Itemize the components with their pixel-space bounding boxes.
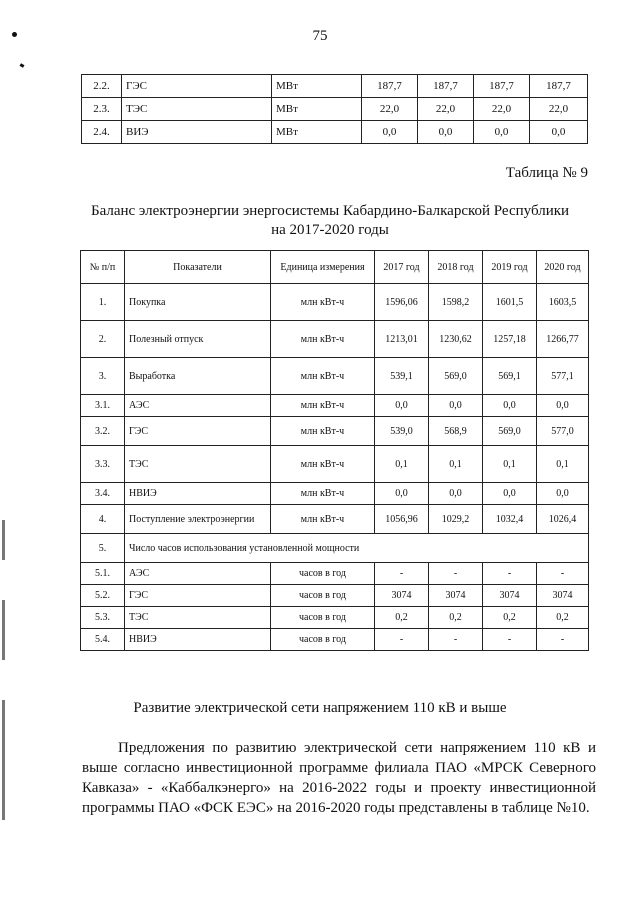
value-cell: 0,0 bbox=[362, 121, 418, 144]
margin-scan-line bbox=[2, 520, 5, 560]
row-number: 2.4. bbox=[82, 121, 122, 144]
value-cell: - bbox=[537, 563, 589, 585]
row-name: Покупка bbox=[125, 284, 271, 321]
value-cell: 0,1 bbox=[483, 446, 537, 483]
value-cell: 0,0 bbox=[418, 121, 474, 144]
row-name: НВИЭ bbox=[125, 629, 271, 651]
row-unit: часов в год bbox=[271, 585, 375, 607]
value-cell: 22,0 bbox=[418, 98, 474, 121]
value-cell: - bbox=[483, 563, 537, 585]
row-unit: часов в год bbox=[271, 607, 375, 629]
row-number: 3.4. bbox=[81, 483, 125, 505]
table-row bbox=[81, 284, 589, 321]
header-year-2018: 2018 год bbox=[429, 251, 483, 284]
table-row bbox=[81, 505, 589, 534]
value-cell: 569,0 bbox=[429, 358, 483, 395]
row-name: ГЭС bbox=[122, 75, 272, 98]
value-cell: 187,7 bbox=[418, 75, 474, 98]
value-cell: 22,0 bbox=[530, 98, 588, 121]
row-unit: млн кВт-ч bbox=[271, 321, 375, 358]
value-cell: 577,1 bbox=[537, 358, 589, 395]
value-cell: 0,1 bbox=[537, 446, 589, 483]
value-cell: 568,9 bbox=[429, 417, 483, 446]
section-title: Развитие электрической сети напряжением 110 кВ и выше bbox=[133, 700, 507, 716]
value-cell: 187,7 bbox=[530, 75, 588, 98]
row-name: АЭС bbox=[125, 395, 271, 417]
value-cell: 0,2 bbox=[429, 607, 483, 629]
row-unit: млн кВт-ч bbox=[271, 284, 375, 321]
row-name: АЭС bbox=[125, 563, 271, 585]
table-row bbox=[81, 417, 589, 446]
row-name: ГЭС bbox=[125, 585, 271, 607]
table-row bbox=[81, 563, 589, 585]
header-indicator: Показатели bbox=[125, 251, 271, 284]
row-number: 3.2. bbox=[81, 417, 125, 446]
top-capacity-table bbox=[81, 74, 588, 144]
value-cell: 3074 bbox=[375, 585, 429, 607]
value-cell: 3074 bbox=[483, 585, 537, 607]
header-year-2019: 2019 год bbox=[483, 251, 537, 284]
row-name: Число часов использования установленной мощности bbox=[125, 534, 589, 563]
table-row bbox=[81, 358, 589, 395]
table-row bbox=[81, 629, 589, 651]
value-cell: 1029,2 bbox=[429, 505, 483, 534]
value-cell: 0,1 bbox=[375, 446, 429, 483]
value-cell: 0,0 bbox=[474, 121, 530, 144]
value-cell: 1026,4 bbox=[537, 505, 589, 534]
value-cell: - bbox=[429, 563, 483, 585]
value-cell: 0,0 bbox=[483, 395, 537, 417]
table-row bbox=[81, 321, 589, 358]
value-cell: 22,0 bbox=[474, 98, 530, 121]
row-name: Полезный отпуск bbox=[125, 321, 271, 358]
row-number: 3.1. bbox=[81, 395, 125, 417]
value-cell: 1601,5 bbox=[483, 284, 537, 321]
value-cell: 187,7 bbox=[362, 75, 418, 98]
table-row bbox=[81, 585, 589, 607]
row-unit: млн кВт-ч bbox=[271, 358, 375, 395]
value-cell: 0,0 bbox=[537, 395, 589, 417]
value-cell: 0,2 bbox=[375, 607, 429, 629]
row-name: НВИЭ bbox=[125, 483, 271, 505]
value-cell: - bbox=[537, 629, 589, 651]
value-cell: 0,0 bbox=[375, 395, 429, 417]
row-name: Поступление электроэнергии bbox=[125, 505, 271, 534]
header-year-2020: 2020 год bbox=[537, 251, 589, 284]
value-cell: 1596,06 bbox=[375, 284, 429, 321]
header-year-2017: 2017 год bbox=[375, 251, 429, 284]
row-unit: млн кВт-ч bbox=[271, 483, 375, 505]
value-cell: 3074 bbox=[537, 585, 589, 607]
value-cell: 0,0 bbox=[375, 483, 429, 505]
value-cell: 539,1 bbox=[375, 358, 429, 395]
value-cell: 0,0 bbox=[483, 483, 537, 505]
energy-balance-table bbox=[80, 250, 589, 651]
table-row bbox=[81, 534, 589, 563]
row-name: ВИЭ bbox=[122, 121, 272, 144]
table-row bbox=[82, 75, 588, 98]
value-cell: 0,0 bbox=[537, 483, 589, 505]
value-cell: 0,2 bbox=[483, 607, 537, 629]
row-number: 2.2. bbox=[82, 75, 122, 98]
header-unit: Единица измерения bbox=[271, 251, 375, 284]
body-paragraph: Предложения по развитию электрической сети напряжением 110 кВ и выше согласно инвестиционной программе филиала ПАО «МРСК Северного Кавказа» - «Каббалкэнерго» на 2016-2022 годы и проекту инвестиционной программы ПАО «ФСК ЕЭС» на 2016-2020 годы представлены в таблице №10. bbox=[82, 740, 596, 816]
table-title-line: на 2017-2020 годы bbox=[271, 222, 389, 238]
page-number: 75 bbox=[312, 28, 328, 44]
value-cell: 1266,77 bbox=[537, 321, 589, 358]
value-cell: - bbox=[375, 563, 429, 585]
table-title bbox=[60, 202, 600, 240]
value-cell: 1213,01 bbox=[375, 321, 429, 358]
row-unit: млн кВт-ч bbox=[271, 395, 375, 417]
value-cell: 1257,18 bbox=[483, 321, 537, 358]
header-num: № п/п bbox=[81, 251, 125, 284]
value-cell: 539,0 bbox=[375, 417, 429, 446]
table-row bbox=[81, 607, 589, 629]
row-number: 5.3. bbox=[81, 607, 125, 629]
value-cell: 3074 bbox=[429, 585, 483, 607]
row-unit: млн кВт-ч bbox=[271, 446, 375, 483]
value-cell: 1032,4 bbox=[483, 505, 537, 534]
table-row bbox=[81, 446, 589, 483]
row-number: 2.3. bbox=[82, 98, 122, 121]
row-number: 1. bbox=[81, 284, 125, 321]
margin-scan-line bbox=[2, 700, 5, 820]
row-name: Выработка bbox=[125, 358, 271, 395]
value-cell: 1603,5 bbox=[537, 284, 589, 321]
row-name: ТЭС bbox=[125, 446, 271, 483]
value-cell: 187,7 bbox=[474, 75, 530, 98]
table-row bbox=[82, 98, 588, 121]
value-cell: 0,0 bbox=[429, 483, 483, 505]
value-cell: 569,0 bbox=[483, 417, 537, 446]
row-number: 3.3. bbox=[81, 446, 125, 483]
value-cell: 0,2 bbox=[537, 607, 589, 629]
value-cell: 569,1 bbox=[483, 358, 537, 395]
table-label: Таблица № 9 bbox=[505, 165, 588, 181]
header-row bbox=[81, 251, 589, 284]
value-cell: 1056,96 bbox=[375, 505, 429, 534]
row-name: ТЭС bbox=[122, 98, 272, 121]
table-row bbox=[82, 121, 588, 144]
value-cell: 0,1 bbox=[429, 446, 483, 483]
row-number: 4. bbox=[81, 505, 125, 534]
value-cell: - bbox=[429, 629, 483, 651]
value-cell: 22,0 bbox=[362, 98, 418, 121]
row-unit: МВт bbox=[272, 75, 362, 98]
table-row bbox=[81, 483, 589, 505]
margin-scan-line bbox=[2, 600, 5, 660]
row-number: 5.1. bbox=[81, 563, 125, 585]
row-name: ГЭС bbox=[125, 417, 271, 446]
row-number: 5.2. bbox=[81, 585, 125, 607]
table-title-line: Баланс электроэнергии энергосистемы Кабардино-Балкарской Республики bbox=[90, 203, 570, 219]
table-row bbox=[81, 395, 589, 417]
value-cell: - bbox=[375, 629, 429, 651]
value-cell: 0,0 bbox=[530, 121, 588, 144]
row-unit: МВт bbox=[272, 121, 362, 144]
row-unit: млн кВт-ч bbox=[271, 417, 375, 446]
row-unit: часов в год bbox=[271, 563, 375, 585]
row-number: 2. bbox=[81, 321, 125, 358]
value-cell: 577,0 bbox=[537, 417, 589, 446]
margin-tick-mark bbox=[20, 63, 25, 68]
row-name: ТЭС bbox=[125, 607, 271, 629]
row-unit: часов в год bbox=[271, 629, 375, 651]
row-number: 3. bbox=[81, 358, 125, 395]
row-unit: млн кВт-ч bbox=[271, 505, 375, 534]
row-unit: МВт bbox=[272, 98, 362, 121]
value-cell: 0,0 bbox=[429, 395, 483, 417]
row-number: 5. bbox=[81, 534, 125, 563]
value-cell: 1230,62 bbox=[429, 321, 483, 358]
value-cell: - bbox=[483, 629, 537, 651]
value-cell: 1598,2 bbox=[429, 284, 483, 321]
row-number: 5.4. bbox=[81, 629, 125, 651]
